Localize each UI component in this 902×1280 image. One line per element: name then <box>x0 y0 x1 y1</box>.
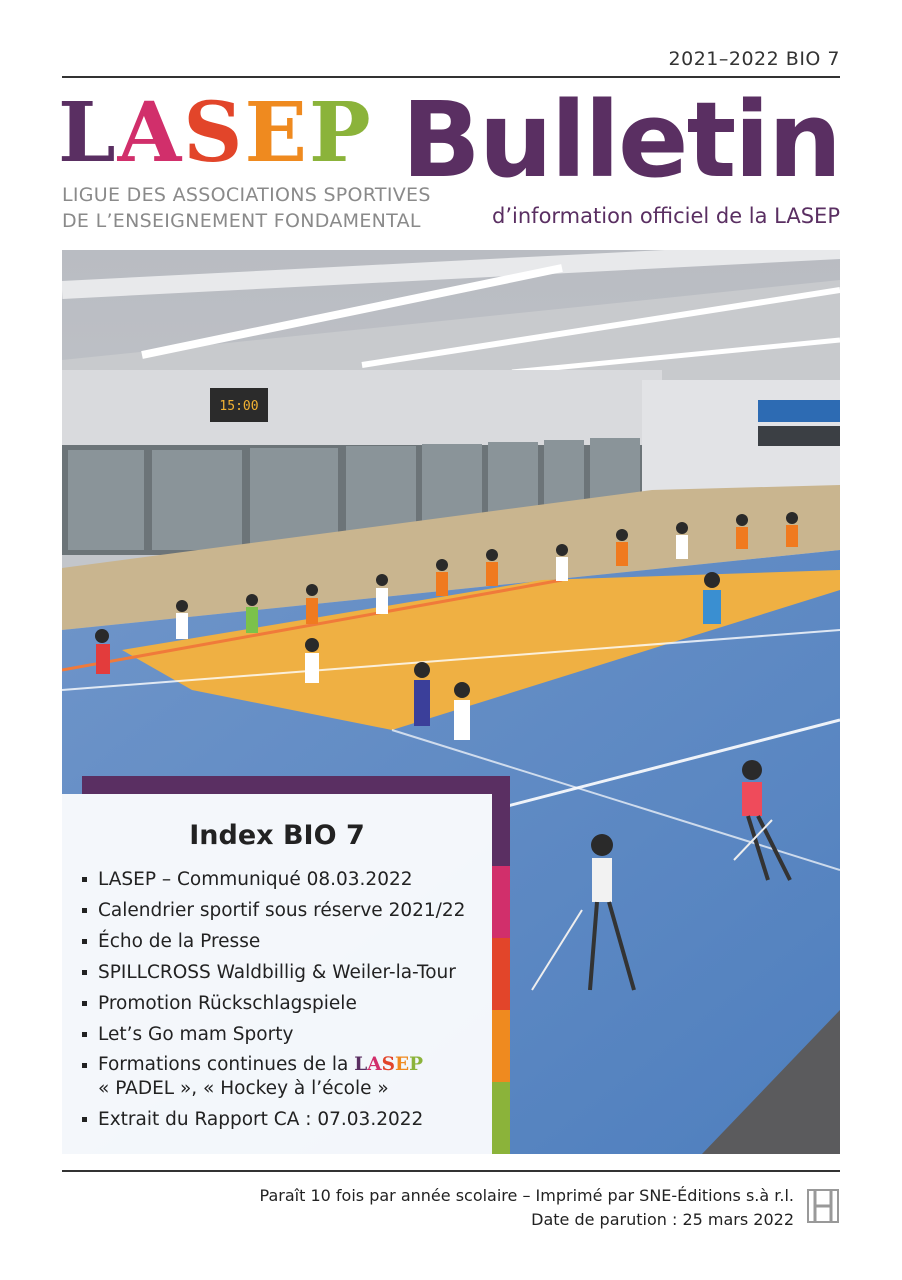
index-color-stripes <box>492 794 510 1154</box>
bulletin-subtitle: d’information officiel de la LASEP <box>492 204 840 228</box>
association-name <box>62 182 431 234</box>
bulletin-title: Bulletin <box>401 79 840 201</box>
footer-line-1: Paraît 10 fois par année scolaire – Imprimé par SNE-Éditions s.à r.l. <box>259 1186 794 1205</box>
logo-letter: A <box>117 85 184 181</box>
logo-letter: L <box>58 85 118 181</box>
index-item-formations <box>80 1050 465 1104</box>
logo-letter: S <box>381 1054 395 1075</box>
index-item: Let’s Go mam Sporty <box>80 1019 465 1050</box>
logo-letter: A <box>367 1054 382 1075</box>
logo-letter: E <box>244 85 310 181</box>
formations-prefix: Formations continues de la <box>98 1054 349 1075</box>
index-item: Promotion Rückschlagspiele <box>80 988 465 1019</box>
stripe-green <box>492 1082 510 1154</box>
inline-lasep-logo <box>354 1054 423 1075</box>
index-list <box>80 864 465 1135</box>
issue-label: 2021–2022 BIO 7 <box>668 48 840 70</box>
stripe-purple <box>492 794 510 866</box>
association-line-1: LIGUE DES ASSOCIATIONS SPORTIVES <box>62 184 431 206</box>
footer-text <box>260 1184 794 1232</box>
logo-letter: P <box>309 85 373 181</box>
top-divider <box>62 76 840 78</box>
association-line-2: DE L’ENSEIGNEMENT FONDAMENTAL <box>62 210 421 232</box>
stripe-red <box>492 938 510 1010</box>
logo-letter: E <box>394 1054 410 1075</box>
index-item: SPILLCROSS Waldbillig & Weiler-la-Tour <box>80 957 465 988</box>
index-title: Index BIO 7 <box>189 820 365 851</box>
logo-letter: S <box>183 85 245 181</box>
logo-letter: L <box>354 1054 368 1075</box>
index-item: Extrait du Rapport CA : 07.03.2022 <box>80 1104 465 1135</box>
index-item: Calendrier sportif sous réserve 2021/22 <box>80 895 465 926</box>
logo-letter: P <box>409 1054 424 1075</box>
index-item: Écho de la Presse <box>80 926 465 957</box>
lasep-logo <box>58 85 373 181</box>
publisher-logo-icon <box>806 1186 840 1226</box>
index-item: LASEP – Communiqué 08.03.2022 <box>80 864 465 895</box>
index-panel <box>62 776 510 1154</box>
scoreboard-time: 15:00 <box>219 399 259 414</box>
index-top-bar <box>82 776 510 794</box>
bottom-divider <box>62 1170 840 1172</box>
formations-topics: « PADEL », « Hockey à l’école » <box>98 1078 389 1099</box>
footer-line-2: Date de parution : 25 mars 2022 <box>531 1210 794 1229</box>
stripe-pink <box>492 866 510 938</box>
stripe-orange <box>492 1010 510 1082</box>
